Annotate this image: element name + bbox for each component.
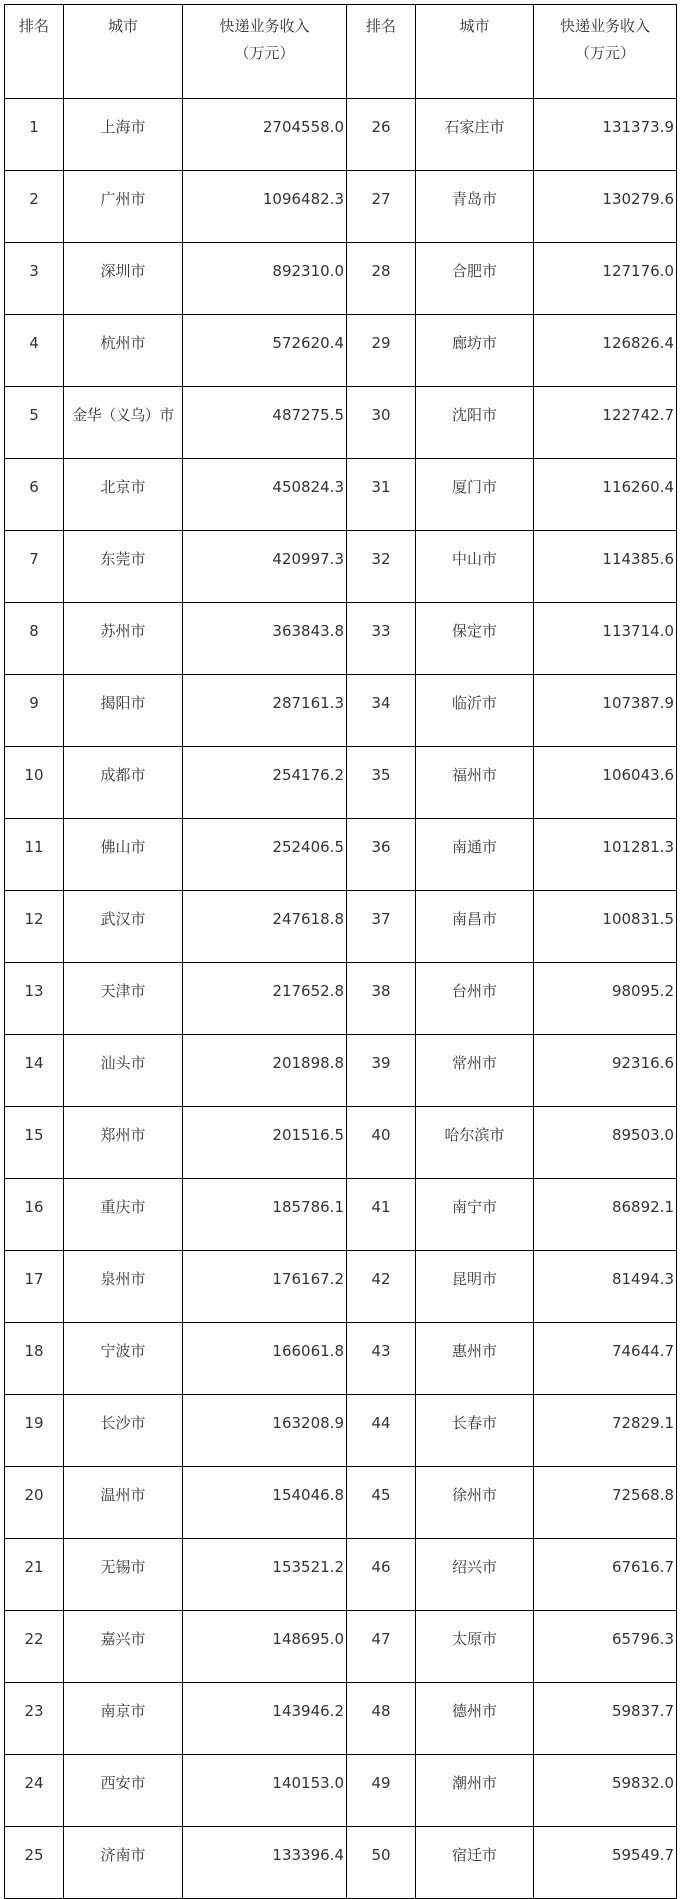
rank-cell: 26 (347, 99, 416, 171)
city-cell: 青岛市 (416, 171, 534, 243)
rank-cell: 23 (5, 1683, 64, 1755)
table-row (5, 1539, 677, 1611)
city-cell: 福州市 (416, 747, 534, 819)
city-cell: 临沂市 (416, 675, 534, 747)
revenue-cell: 98095.2 (534, 963, 677, 1035)
rank-cell: 45 (347, 1467, 416, 1539)
city-cell: 汕头市 (64, 1035, 183, 1107)
city-cell: 绍兴市 (416, 1539, 534, 1611)
rank-cell: 34 (347, 675, 416, 747)
table-row (5, 171, 677, 243)
revenue-cell: 143946.2 (183, 1683, 347, 1755)
city-cell: 惠州市 (416, 1323, 534, 1395)
city-cell: 南京市 (64, 1683, 183, 1755)
revenue-cell: 363843.8 (183, 603, 347, 675)
table-row (5, 459, 677, 531)
city-cell: 徐州市 (416, 1467, 534, 1539)
rank-cell: 18 (5, 1323, 64, 1395)
rank-cell: 22 (5, 1611, 64, 1683)
city-cell: 上海市 (64, 99, 183, 171)
revenue-cell: 100831.5 (534, 891, 677, 963)
rank-cell: 39 (347, 1035, 416, 1107)
city-cell: 佛山市 (64, 819, 183, 891)
rank-cell: 42 (347, 1251, 416, 1323)
rank-cell: 1 (5, 99, 64, 171)
table-row (5, 1467, 677, 1539)
header-revenue-left: 快递业务收入 （万元） (183, 5, 347, 99)
table-row (5, 1683, 677, 1755)
revenue-cell: 101281.3 (534, 819, 677, 891)
city-cell: 无锡市 (64, 1539, 183, 1611)
revenue-cell: 201898.8 (183, 1035, 347, 1107)
table-row (5, 315, 677, 387)
rank-cell: 32 (347, 531, 416, 603)
table-row (5, 603, 677, 675)
rank-cell: 13 (5, 963, 64, 1035)
city-cell: 太原市 (416, 1611, 534, 1683)
revenue-cell: 127176.0 (534, 243, 677, 315)
revenue-cell: 287161.3 (183, 675, 347, 747)
city-cell: 长沙市 (64, 1395, 183, 1467)
table-row (5, 1395, 677, 1467)
revenue-cell: 201516.5 (183, 1107, 347, 1179)
city-cell: 温州市 (64, 1467, 183, 1539)
express-revenue-ranking-table (4, 4, 677, 1899)
table-row (5, 1251, 677, 1323)
rank-cell: 10 (5, 747, 64, 819)
city-cell: 苏州市 (64, 603, 183, 675)
header-revenue-right: 快递业务收入 （万元） (534, 5, 677, 99)
city-cell: 长春市 (416, 1395, 534, 1467)
revenue-cell: 92316.6 (534, 1035, 677, 1107)
city-cell: 东莞市 (64, 531, 183, 603)
rank-cell: 35 (347, 747, 416, 819)
table-row (5, 819, 677, 891)
city-cell: 合肥市 (416, 243, 534, 315)
rank-cell: 31 (347, 459, 416, 531)
rank-cell: 5 (5, 387, 64, 459)
revenue-cell: 154046.8 (183, 1467, 347, 1539)
revenue-cell: 113714.0 (534, 603, 677, 675)
city-cell: 北京市 (64, 459, 183, 531)
revenue-cell: 217652.8 (183, 963, 347, 1035)
city-cell: 厦门市 (416, 459, 534, 531)
revenue-cell: 116260.4 (534, 459, 677, 531)
revenue-cell: 72829.1 (534, 1395, 677, 1467)
city-cell: 中山市 (416, 531, 534, 603)
revenue-cell: 89503.0 (534, 1107, 677, 1179)
table-row (5, 387, 677, 459)
revenue-cell: 122742.7 (534, 387, 677, 459)
rank-cell: 46 (347, 1539, 416, 1611)
city-cell: 广州市 (64, 171, 183, 243)
table-row (5, 1323, 677, 1395)
revenue-cell: 59549.7 (534, 1827, 677, 1899)
table-row (5, 1755, 677, 1827)
rank-cell: 4 (5, 315, 64, 387)
city-cell: 揭阳市 (64, 675, 183, 747)
city-cell: 宿迁市 (416, 1827, 534, 1899)
city-cell: 常州市 (416, 1035, 534, 1107)
rank-cell: 41 (347, 1179, 416, 1251)
rank-cell: 30 (347, 387, 416, 459)
revenue-cell: 74644.7 (534, 1323, 677, 1395)
revenue-cell: 254176.2 (183, 747, 347, 819)
rank-cell: 17 (5, 1251, 64, 1323)
rank-cell: 50 (347, 1827, 416, 1899)
revenue-cell: 131373.9 (534, 99, 677, 171)
revenue-cell: 166061.8 (183, 1323, 347, 1395)
table-row (5, 747, 677, 819)
city-cell: 重庆市 (64, 1179, 183, 1251)
table-row (5, 891, 677, 963)
revenue-cell: 252406.5 (183, 819, 347, 891)
revenue-cell: 126826.4 (534, 315, 677, 387)
table-row (5, 963, 677, 1035)
revenue-cell: 2704558.0 (183, 99, 347, 171)
city-cell: 杭州市 (64, 315, 183, 387)
revenue-cell: 130279.6 (534, 171, 677, 243)
rank-cell: 25 (5, 1827, 64, 1899)
city-cell: 南宁市 (416, 1179, 534, 1251)
city-cell: 潮州市 (416, 1755, 534, 1827)
rank-cell: 27 (347, 171, 416, 243)
rank-cell: 43 (347, 1323, 416, 1395)
rank-cell: 21 (5, 1539, 64, 1611)
rank-cell: 47 (347, 1611, 416, 1683)
revenue-cell: 148695.0 (183, 1611, 347, 1683)
table-row (5, 1035, 677, 1107)
rank-cell: 28 (347, 243, 416, 315)
city-cell: 昆明市 (416, 1251, 534, 1323)
city-cell: 成都市 (64, 747, 183, 819)
city-cell: 西安市 (64, 1755, 183, 1827)
revenue-cell: 247618.8 (183, 891, 347, 963)
table-row (5, 99, 677, 171)
table-row (5, 1179, 677, 1251)
city-cell: 郑州市 (64, 1107, 183, 1179)
revenue-cell: 67616.7 (534, 1539, 677, 1611)
rank-cell: 12 (5, 891, 64, 963)
revenue-cell: 72568.8 (534, 1467, 677, 1539)
revenue-cell: 892310.0 (183, 243, 347, 315)
header-rank-right: 排名 (347, 5, 416, 99)
city-cell: 深圳市 (64, 243, 183, 315)
rank-cell: 6 (5, 459, 64, 531)
header-rank-left: 排名 (5, 5, 64, 99)
city-cell: 南通市 (416, 819, 534, 891)
revenue-cell: 133396.4 (183, 1827, 347, 1899)
rank-cell: 3 (5, 243, 64, 315)
revenue-cell: 1096482.3 (183, 171, 347, 243)
rank-cell: 14 (5, 1035, 64, 1107)
revenue-cell: 572620.4 (183, 315, 347, 387)
revenue-cell: 487275.5 (183, 387, 347, 459)
revenue-cell: 59837.7 (534, 1683, 677, 1755)
table-row (5, 1827, 677, 1899)
table-row (5, 675, 677, 747)
revenue-cell: 153521.2 (183, 1539, 347, 1611)
rank-cell: 38 (347, 963, 416, 1035)
rank-cell: 2 (5, 171, 64, 243)
rank-cell: 16 (5, 1179, 64, 1251)
city-cell: 保定市 (416, 603, 534, 675)
rank-cell: 49 (347, 1755, 416, 1827)
rank-cell: 36 (347, 819, 416, 891)
city-cell: 济南市 (64, 1827, 183, 1899)
rank-cell: 44 (347, 1395, 416, 1467)
city-cell: 天津市 (64, 963, 183, 1035)
header-city-right: 城市 (416, 5, 534, 99)
rank-cell: 33 (347, 603, 416, 675)
header-city-left: 城市 (64, 5, 183, 99)
city-cell: 泉州市 (64, 1251, 183, 1323)
table-row (5, 1611, 677, 1683)
revenue-cell: 65796.3 (534, 1611, 677, 1683)
revenue-cell: 106043.6 (534, 747, 677, 819)
table-header-row (5, 5, 677, 99)
rank-cell: 9 (5, 675, 64, 747)
city-cell: 金华（义乌）市 (64, 387, 183, 459)
revenue-cell: 114385.6 (534, 531, 677, 603)
city-cell: 沈阳市 (416, 387, 534, 459)
revenue-cell: 450824.3 (183, 459, 347, 531)
revenue-cell: 140153.0 (183, 1755, 347, 1827)
city-cell: 武汉市 (64, 891, 183, 963)
table-row (5, 1107, 677, 1179)
revenue-cell: 163208.9 (183, 1395, 347, 1467)
rank-cell: 19 (5, 1395, 64, 1467)
city-cell: 宁波市 (64, 1323, 183, 1395)
rank-cell: 37 (347, 891, 416, 963)
revenue-cell: 81494.3 (534, 1251, 677, 1323)
table-body (5, 99, 677, 1899)
rank-cell: 7 (5, 531, 64, 603)
city-cell: 哈尔滨市 (416, 1107, 534, 1179)
revenue-cell: 59832.0 (534, 1755, 677, 1827)
city-cell: 石家庄市 (416, 99, 534, 171)
rank-cell: 8 (5, 603, 64, 675)
rank-cell: 11 (5, 819, 64, 891)
city-cell: 廊坊市 (416, 315, 534, 387)
rank-cell: 40 (347, 1107, 416, 1179)
revenue-cell: 185786.1 (183, 1179, 347, 1251)
revenue-cell: 86892.1 (534, 1179, 677, 1251)
revenue-cell: 107387.9 (534, 675, 677, 747)
city-cell: 嘉兴市 (64, 1611, 183, 1683)
table-row (5, 531, 677, 603)
rank-cell: 20 (5, 1467, 64, 1539)
rank-cell: 15 (5, 1107, 64, 1179)
revenue-cell: 420997.3 (183, 531, 347, 603)
rank-cell: 29 (347, 315, 416, 387)
city-cell: 台州市 (416, 963, 534, 1035)
rank-cell: 24 (5, 1755, 64, 1827)
city-cell: 德州市 (416, 1683, 534, 1755)
city-cell: 南昌市 (416, 891, 534, 963)
rank-cell: 48 (347, 1683, 416, 1755)
table-row (5, 243, 677, 315)
revenue-cell: 176167.2 (183, 1251, 347, 1323)
